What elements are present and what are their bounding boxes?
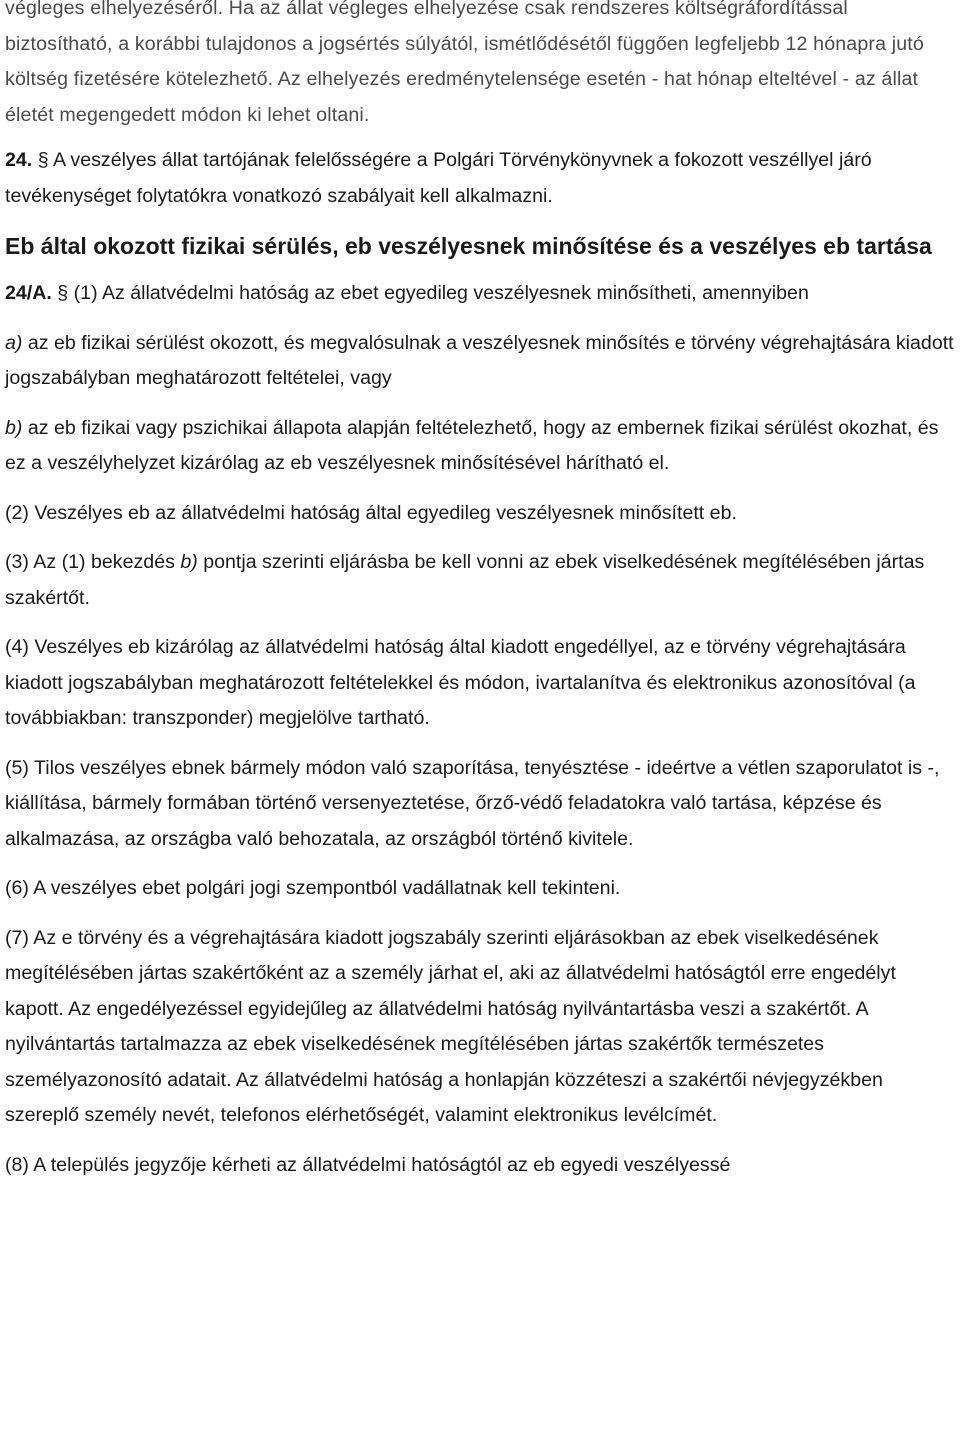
subsection-text-after: pontja szerinti eljárásba be kell vonni az ebek viselkedésének megítélésében jártas szakértőt.	[5, 551, 925, 609]
section-sign: §	[57, 282, 69, 304]
section-text: (1) Az állatvédelmi hatóság az ebet egyedileg veszélyesnek minősítheti, amennyiben	[73, 282, 809, 304]
section-text: A veszélyes állat tartójának felelősségére a Polgári Törvénykönyvnek a fokozott veszéllyel járó tevékenységet folytatókra vonatkozó szabályait kell alkalmazni.	[5, 149, 872, 207]
section-24	[5, 143, 957, 214]
subsection-text-before: (3) Az (1) bekezdés	[5, 551, 181, 573]
section-sign: §	[37, 149, 49, 171]
intro-paragraph: végleges elhelyezéséről. Ha az állat végleges elhelyezése csak rendszeres költségráfordítással biztosítható, a korábbi tulajdonos a jogsértés súlyától, ismétlődésétől függően legfeljebb 12 hónapra jutó költség fizetésére kötelezhető. Az elhelyezés eredménytelensége esetén - hat hónap elteltével - az állat életét megengedett módon ki lehet oltani.	[5, 0, 924, 126]
subsection-3	[5, 545, 957, 616]
point-text: az eb fizikai sérülést okozott, és megvalósulnak a veszélyesnek minősítés e törvény végrehajtására kiadott jogszabályban meghatározott feltételei, vagy	[5, 331, 954, 389]
subsection-8: (8) A település jegyzője kérheti az állatvédelmi hatóságtól az eb egyedi veszélyessé	[5, 1153, 731, 1176]
subsection-2: (2) Veszélyes eb az állatvédelmi hatóság által egyedileg veszélyesnek minősített eb.	[5, 501, 737, 524]
subsection-5: (5) Tilos veszélyes ebnek bármely módon való szaporítása, tenyésztése - ideértve a vétlen szaporulatot is -, kiállítása, bármely formában történő versenyeztetése, őrző-védő feladatokra való tartása, képzése és alkalmazása, az országba való behozatala, az országból történő kivitele.	[5, 756, 940, 850]
point-label: b)	[5, 416, 23, 439]
point-reference: b)	[180, 551, 198, 573]
subsection-6: (6) A veszélyes ebet polgári jogi szempontból vadállatnak kell tekinteni.	[5, 877, 621, 899]
section-24a	[5, 276, 957, 312]
subsection-7: (7) Az e törvény és a végrehajtására kiadott jogszabály szerinti eljárásokban az ebek viselkedésének megítélésében jártas szakértőként az a személy járhat el, aki az állatvédelmi hatóságtól erre engedélyt kapott. Az engedélyezéssel egyidejűleg az állatvédelmi hatóság nyilvántartásba veszi a szakértőt. A nyilvántartás tartalmazza az ebek viselkedésének megítélésében jártas szakértők természetes személyazonosító adatait. Az állatvédelmi hatóság a honlapján közzéteszi a szakértői névjegyzékben szereplő személy nevét, telefonos elérhetőségét, valamint elektronikus levélcímét.	[5, 926, 896, 1126]
point-b	[5, 411, 957, 482]
document-page	[5, 0, 957, 1197]
section-heading: Eb által okozott fizikai sérülés, eb veszélyesnek minősítése és a veszélyes eb tartása	[5, 233, 932, 259]
section-number: 24.	[5, 149, 33, 171]
section-number: 24/A.	[5, 282, 52, 304]
point-a	[5, 326, 957, 397]
point-label: a)	[5, 331, 23, 354]
point-text: az eb fizikai vagy pszichikai állapota alapján feltételezhető, hogy az embernek fizikai sérülést okozhat, és ez a veszélyhelyzet kizárólag az eb veszélyesnek minősítésével hárítható el.	[5, 416, 939, 474]
subsection-4: (4) Veszélyes eb kizárólag az állatvédelmi hatóság által kiadott engedéllyel, az e törvény végrehajtására kiadott jogszabályban meghatározott feltételekkel és módon, ivartalanítva és elektronikus azonosítóval (a továbbiakban: transzponder) megjelölve tartható.	[5, 636, 916, 729]
